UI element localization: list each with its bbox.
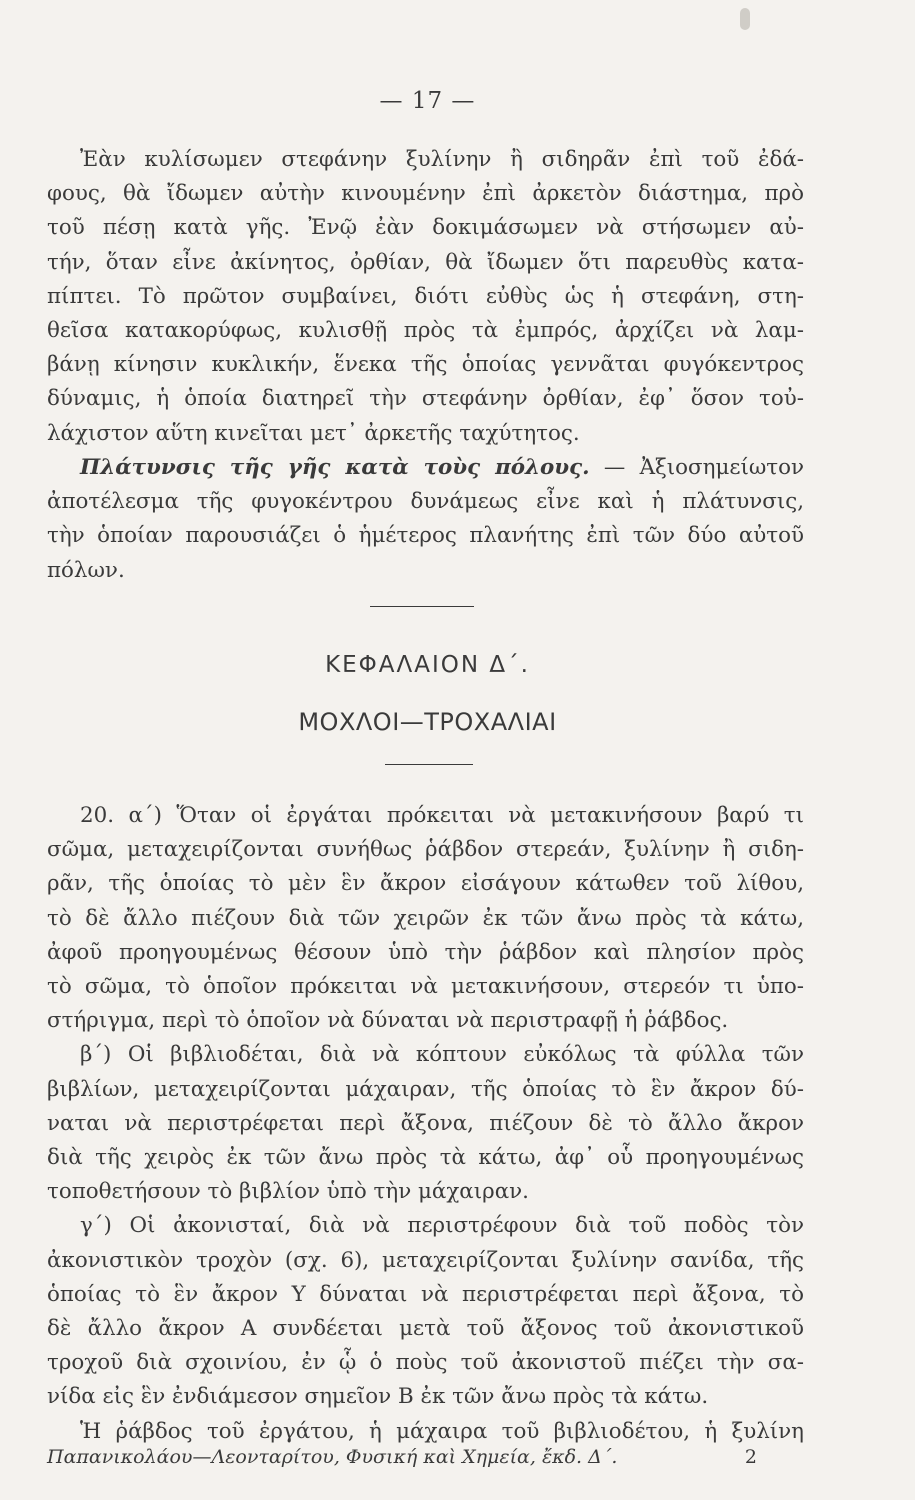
- page-footer: [47, 1446, 757, 1468]
- text-line: δὲ ἄλλο ἄκρον Α συνδέεται μετὰ τοῦ ἄξονος τοῦ ἀκονιστικοῦ: [47, 1316, 804, 1342]
- signature-mark: 2: [744, 1446, 757, 1468]
- chapter-title: ΜΟΧΛΟΙ—ΤΡΟΧΑΛΙΑΙ: [298, 708, 557, 736]
- text-line: Ἡ ῥάβδος τοῦ ἐργάτου, ἡ μάχαιρα τοῦ βιβλιοδέτου, ἡ ξυλίνη: [80, 1418, 804, 1444]
- section-levers: [47, 799, 804, 1449]
- page-number: — 17 —: [379, 88, 476, 114]
- text-line: [47, 451, 804, 485]
- text-line: βιβλίων, μεταχειρίζονται μάχαιραν, τῆς ὁποίας τὸ ἓν ἄκρον δύ-: [47, 1076, 804, 1102]
- text-line: β΄) Οἱ βιβλιοδέται, διὰ νὰ κόπτουν εὐκόλως τὰ φύλλα τῶν: [80, 1042, 804, 1068]
- text-line: τοῦ πέσῃ κατὰ γῆς. Ἐνῷ ἐὰν δοκιμάσωμεν νὰ στήσωμεν αὐ-: [47, 215, 804, 241]
- text-line: 20. α΄) Ὅταν οἱ ἐργάται πρόκειται νὰ μετακινήσουν βαρύ τι: [80, 803, 804, 828]
- chapter-label: ΚΕΦΑΛΑΙΟΝ Δ΄.: [325, 652, 530, 678]
- text-fragment: — Ἀξιοσημείωτον: [603, 455, 805, 480]
- text-line: ἀφοῦ προηγουμένως θέσουν ὑπὸ τὴν ῥάβδον καὶ πλησίον πρὸς: [47, 939, 804, 965]
- text-line: πόλων.: [47, 557, 125, 583]
- text-line: βάνῃ κίνησιν κυκλικήν, ἕνεκα τῆς ὁποίας γεννᾶται φυγόκεντρος: [47, 352, 804, 378]
- text-line: ρᾶν, τῆς ὁποίας τὸ μὲν ἓν ἄκρον εἰσάγουν κάτωθεν τοῦ λίθου,: [47, 871, 804, 897]
- paragraph-flattening: [47, 451, 804, 588]
- paragraph-hoop: [47, 143, 804, 451]
- text-line: δύναμις, ἡ ὁποία διατηρεῖ τὴν στεφάνην ὀρθίαν, ἐφ᾿ ὅσον τοὐ-: [47, 386, 804, 412]
- divider-rule: [385, 764, 473, 765]
- text-line: στήριγμα, περὶ τὸ ὁποῖον νὰ δύναται νὰ περιστραφῇ ἡ ῥάβδος.: [47, 1008, 729, 1034]
- text-line: ναται νὰ περιστρέφεται περὶ ἄξονα, πιέζουν δὲ τὸ ἄλλο ἄκρον: [47, 1110, 804, 1136]
- text-line: διὰ τῆς χειρὸς ἐκ τῶν ἄνω πρὸς τὰ κάτω, ἀφ᾿ οὗ προηγουμένως: [47, 1145, 804, 1171]
- text-line: τήν, ὅταν εἶνε ἀκίνητος, ὀρθίαν, θὰ ἴδωμεν ὅτι παρευθὺς κατα-: [47, 249, 804, 275]
- text-line: πίπτει. Τὸ πρῶτον συμβαίνει, διότι εὐθὺς ὡς ἡ στεφάνη, στη-: [47, 283, 804, 309]
- text-line: νίδα εἰς ἓν ἐνδιάμεσον σημεῖον Β ἐκ τῶν ἄνω πρὸς τὰ κάτω.: [47, 1384, 709, 1410]
- text-line: γ΄) Οἱ ἀκονισταί, διὰ νὰ περιστρέφουν διὰ τοῦ ποδὸς τὸν: [80, 1213, 804, 1239]
- paper-smudge: [740, 8, 750, 30]
- text-line: τὴν ὁποίαν παρουσιάζει ὁ ἡμέτερος πλανήτης ἐπὶ τῶν δύο αὐτοῦ: [47, 523, 804, 549]
- text-line: ἀποτέλεσμα τῆς φυγοκέντρου δυνάμεως εἶνε καὶ ἡ πλάτυνσις,: [47, 489, 804, 515]
- text-line: λάχιστον αὕτη κινεῖται μετ᾿ ἀρκετῆς ταχύτητος.: [47, 420, 580, 446]
- divider-rule: [370, 606, 474, 607]
- text-line: σῶμα, μεταχειρίζονται συνήθως ῥάβδον στερεάν, ξυλίνην ἢ σιδη-: [47, 837, 804, 863]
- text-line: θεῖσα κατακορύφως, κυλισθῇ πρὸς τὰ ἐμπρός, ἀρχίζει νὰ λαμ-: [47, 318, 804, 344]
- footer-citation: Παπανικολάου—Λεονταρίτου, Φυσική καὶ Χημεία, ἔκδ. Δ΄.: [47, 1446, 618, 1468]
- text-line: τὸ σῶμα, τὸ ὁποῖον πρόκειται νὰ μετακινήσουν, στερεόν τι ὑπο-: [47, 974, 804, 1000]
- text-line: τροχοῦ διὰ σχοινίου, ἐν ᾧ ὁ ποὺς τοῦ ἀκονιστοῦ πιέζει τὴν σα-: [47, 1350, 804, 1376]
- text-line: ὁποίας τὸ ἓν ἄκρον Υ δύναται νὰ περιστρέφεται περὶ ἄξονα, τὸ: [47, 1281, 804, 1307]
- text-line: τὸ δὲ ἄλλο πιέζουν διὰ τῶν χειρῶν ἐκ τῶν ἄνω πρὸς τὰ κάτω,: [47, 905, 804, 931]
- text-line: φους, θὰ ἴδωμεν αὐτὴν κινουμένην ἐπὶ ἀρκετὸν διάστημα, πρὸ: [47, 181, 804, 207]
- text-line: ἀκονιστικὸν τροχὸν (σχ. 6), μεταχειρίζονται ξυλίνην σανίδα, τῆς: [47, 1247, 804, 1273]
- text-line: Ἐὰν κυλίσωμεν στεφάνην ξυλίνην ἢ σιδηρᾶν ἐπὶ τοῦ ἐδά-: [80, 147, 804, 172]
- section-heading: Πλάτυνσις τῆς γῆς κατὰ τοὺς πόλους.: [80, 455, 590, 480]
- text-line: τοποθετήσουν τὸ βιβλίον ὑπὸ τὴν μάχαιραν.: [47, 1179, 529, 1205]
